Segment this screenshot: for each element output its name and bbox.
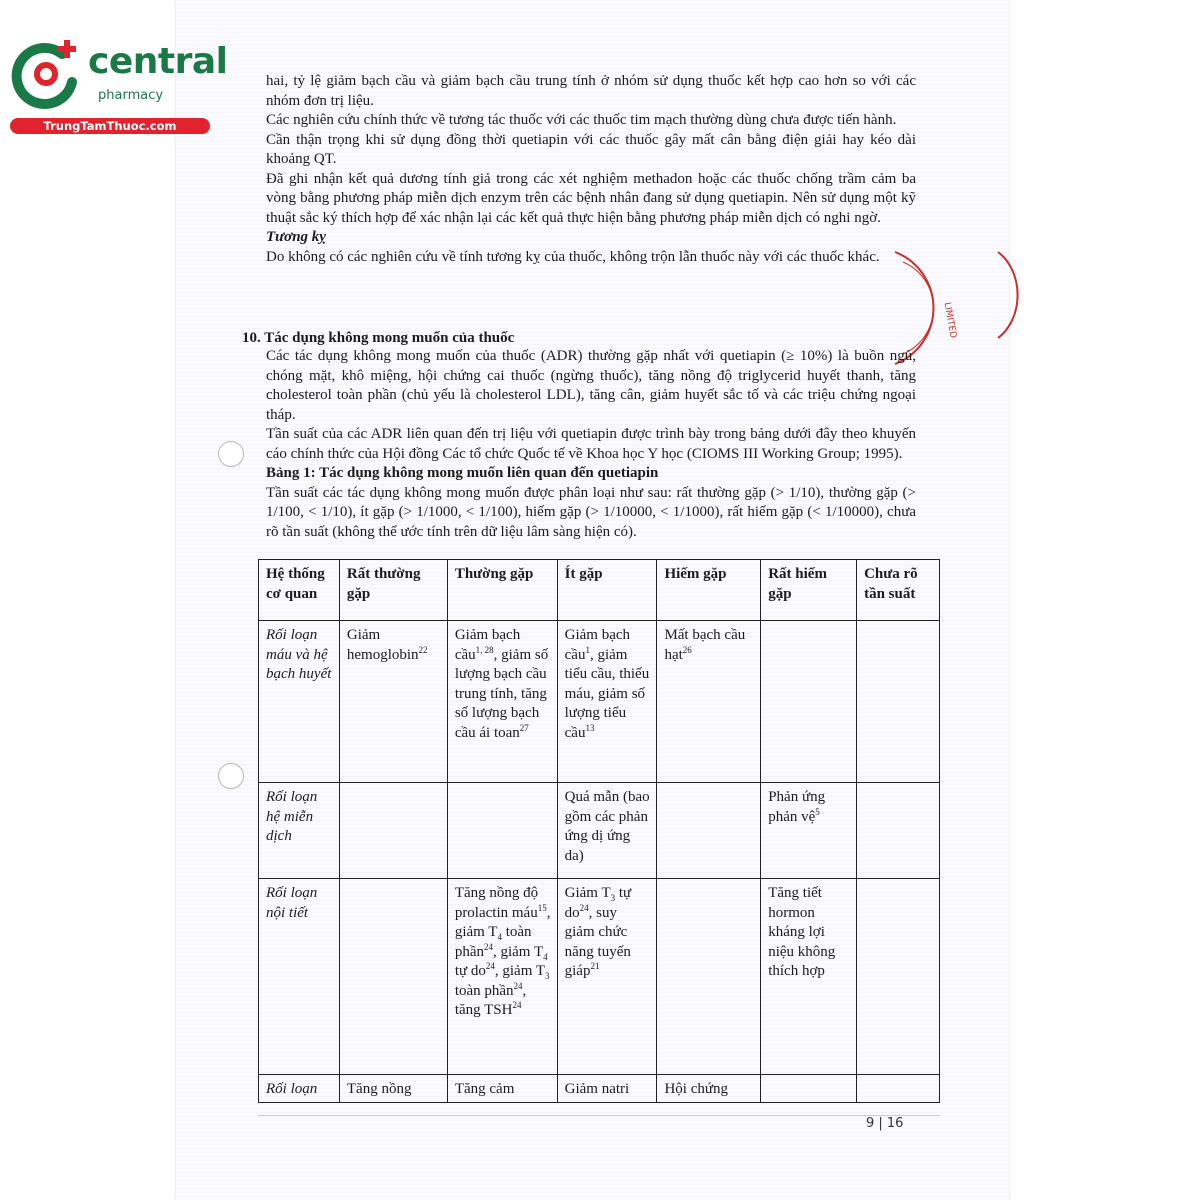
page-number: 9 | 16: [866, 1116, 904, 1131]
interactions-text: [266, 72, 916, 267]
uncommon-cell: Giảm $T_3$ tự $do^{24}$, suy giảm chức năng tuyến giáp$^{21}$: [557, 879, 657, 1075]
organ-system-cell: Rối loạn hệ miễn dịch: [259, 783, 340, 879]
very-common-cell: Tăng nồng: [339, 1075, 447, 1103]
rare-cell: [657, 783, 761, 879]
very-common-cell: [339, 879, 447, 1075]
pharmacy-cross-icon: [10, 38, 82, 110]
footer-divider: [258, 1115, 940, 1116]
uncommon-cell: Giảm bạch cầu$^1$, giảm tiểu cầu, thiếu máu, giảm số lượng tiểu cầu$^{13}$: [557, 621, 657, 783]
unknown-frequency-cell: [857, 783, 940, 879]
company-stamp-partial: [996, 250, 1018, 340]
adverse-effects-text: [266, 347, 916, 542]
table-row: [259, 879, 940, 1075]
punch-hole: [218, 763, 244, 789]
frequency-definition: Tần suất các tác dụng không mong muốn được phân loại như sau: rất thường gặp (> 1/10), thường gặp (> 1/100, < 1/10), ít gặp (> 1/1000, < 1/100), hiếm gặp (> 1/10000, < 1/1000), rất hiếm gặp (< 1/10000), chưa rõ tần suất (không thể ước tính trên dữ liệu lâm sàng hiện có).: [266, 484, 916, 540]
very-rare-cell: Phản ứng phản vệ$^5$: [761, 783, 857, 879]
paragraph: Đã ghi nhận kết quả dương tính giả trong các xét nghiệm methadon hoặc các thuốc chống trầm cảm ba vòng bằng phương pháp miễn dịch enzym trên các bệnh nhân đang sử dụng quetiapin. Nên sử dụng một kỹ thuật sắc ký thích hợp để xác nhận lại các kết quả thực hiện bằng phương pháp miễn dịch có nghi ngờ.: [266, 170, 916, 226]
paragraph: Các tác dụng không mong muốn của thuốc (ADR) thường gặp nhất với quetiapin (≥ 10%) là buồn ngủ, chóng mặt, khô miệng, hội chứng cai thuốc (ngừng thuốc), tăng nồng độ triglycerid huyết thanh, tăng cholesterol toàn phần (chủ yếu là cholesterol LDL), tăng cân, giảm huyết sắc tố và các triệu chứng ngoại tháp.: [266, 348, 916, 423]
paragraph: hai, tỷ lệ giảm bạch cầu và giảm bạch cầu trung tính ở nhóm sử dụng thuốc kết hợp cao hơn so với các nhóm đơn trị liệu.: [266, 73, 916, 109]
punch-hole: [218, 441, 244, 467]
brand-subtitle: pharmacy: [98, 88, 164, 103]
common-cell: Tăng nồng độ prolactin máu$^{15}$, giảm $T_4$ toàn phần$^{24}$, giảm $T_4$ tự $do^{24}$, giảm $T_3$ toàn phần$^{24}$, tăng TSH$^{24}$: [447, 879, 557, 1075]
table-caption: Bảng 1: Tác dụng không mong muốn liên quan đến quetiapin: [266, 465, 659, 481]
rare-cell: Mất bạch cầu hạt$^{26}$: [657, 621, 761, 783]
brand-website[interactable]: TrungTamThuoc.com: [10, 118, 210, 134]
column-header: Chưa rõ tần suất: [857, 560, 940, 621]
very-rare-cell: Tăng tiết hormon kháng lợi niệu không thích hợp: [761, 879, 857, 1075]
table-header-row: [259, 560, 940, 621]
column-header: Hiếm gặp: [657, 560, 761, 621]
organ-system-cell: Rối loạn: [259, 1075, 340, 1103]
common-cell: [447, 783, 557, 879]
very-rare-cell: [761, 621, 857, 783]
column-header: Thường gặp: [447, 560, 557, 621]
paragraph: Cần thận trọng khi sử dụng đồng thời quetiapin với các thuốc gây mất cân bằng điện giải hay kéo dài khoảng QT.: [266, 131, 916, 167]
uncommon-cell: Quá mẫn (bao gồm các phản ứng dị ứng da): [557, 783, 657, 879]
unknown-frequency-cell: [857, 621, 940, 783]
svg-text:LIMITED: LIMITED: [941, 301, 958, 339]
table-row: [259, 621, 940, 783]
table-row: [259, 783, 940, 879]
unknown-frequency-cell: [857, 879, 940, 1075]
table-row: [259, 1075, 940, 1103]
brand-name: central: [88, 41, 228, 82]
unknown-frequency-cell: [857, 1075, 940, 1103]
section-heading: 10. Tác dụng không mong muốn của thuốc: [242, 330, 515, 346]
rare-cell: [657, 879, 761, 1075]
very-rare-cell: [761, 1075, 857, 1103]
rare-cell: Hội chứng: [657, 1075, 761, 1103]
incompatibility-text: Do không có các nghiên cứu về tính tương kỵ của thuốc, không trộn lẫn thuốc này với các thuốc khác.: [266, 248, 880, 265]
very-common-cell: [339, 783, 447, 879]
column-header: Ít gặp: [557, 560, 657, 621]
organ-system-cell: Rối loạn nội tiết: [259, 879, 340, 1075]
central-pharmacy-logo[interactable]: [10, 38, 228, 138]
adverse-reactions-table: [258, 559, 940, 1103]
very-common-cell: Giảm hemoglobin$^{22}$: [339, 621, 447, 783]
paragraph: Các nghiên cứu chính thức về tương tác thuốc với các thuốc tim mạch thường dùng chưa được tiến hành.: [266, 112, 897, 128]
organ-system-cell: Rối loạn máu và hệ bạch huyết: [259, 621, 340, 783]
common-cell: Giảm bạch cầu$^{1, 28}$, giảm số lượng bạch cầu trung tính, tăng số lượng bạch cầu ái toan$^{27}$: [447, 621, 557, 783]
column-header: Hệ thống cơ quan: [259, 560, 340, 621]
column-header: Rất thường gặp: [339, 560, 447, 621]
incompatibility-heading: Tương kỵ: [266, 229, 326, 245]
common-cell: Tăng cảm: [447, 1075, 557, 1103]
paragraph: Tần suất của các ADR liên quan đến trị liệu với quetiapin được trình bày trong bảng dưới đây theo khuyến cáo chính thức của Hội đồng Các tổ chức Quốc tế về Khoa học Y học (CIOMS III Working Group; 1995).: [266, 426, 916, 462]
column-header: Rất hiếm gặp: [761, 560, 857, 621]
uncommon-cell: Giảm natri: [557, 1075, 657, 1103]
